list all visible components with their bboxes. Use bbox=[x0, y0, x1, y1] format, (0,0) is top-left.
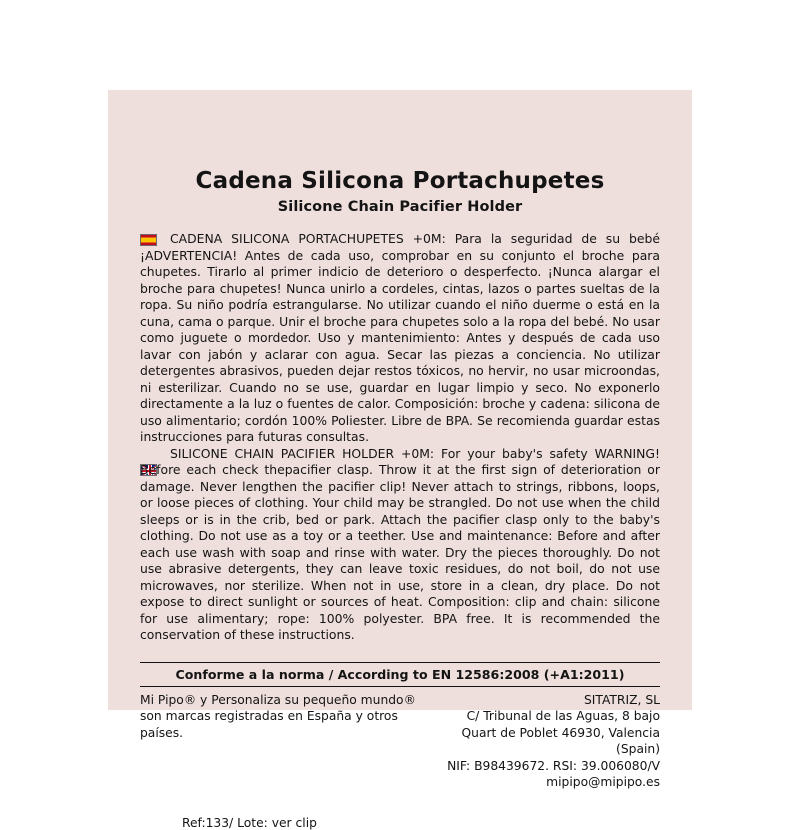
norm-compliance-text: Conforme a la norma / According to EN 12586:2008 (+A1:2011) bbox=[175, 666, 625, 682]
page-subtitle: Silicone Chain Pacifier Holder bbox=[277, 199, 523, 215]
company-nif-rsi: NIF: B98439672. RSI: 39.006080/V bbox=[447, 758, 660, 773]
company-address-line1: C/ Tribunal de las Aguas, 8 bajo bbox=[466, 709, 660, 724]
company-address-line2: Quart de Poblet 46930, Valencia (Spain) bbox=[461, 725, 660, 757]
divider-bottom bbox=[140, 686, 660, 687]
page-title: Cadena Silicona Portachupetes bbox=[195, 168, 605, 194]
product-label-sheet bbox=[108, 90, 692, 830]
company-name: SITATRIZ, SL bbox=[583, 692, 660, 707]
instructions-block bbox=[140, 231, 660, 644]
trademark-note: Mi Pipo® y Personaliza su pequeño mundo® son marcas registradas en España y otros países. bbox=[140, 692, 416, 740]
footer-columns bbox=[140, 692, 660, 792]
ref-lot-text: Ref:133/ Lote: ver clip bbox=[182, 816, 317, 830]
company-email: mipipo@mipipo.es bbox=[546, 775, 660, 790]
instructions-spanish: CADENA SILICONA PORTACHUPETES +0M: Para la seguridad de su bebé ¡ADVERTENCIA! Antes de cada uso, comprobar en su conjunto el broche para chupetes. Tirarlo al primer indicio de deterioro o desperfecto. ¡Nunca alargar el broche para chupetes! Nunca unirlo a cordeles, cintas, lazos o partes sueltas de la ropa. Su niño podría estrangularse. No utilizar cuando el niño duerme o está en la cuna, cama o parque. Unir el broche para chupetes solo a la ropa del bebé. No usar como juguete o mordedor. Uso y mantenimiento: Antes y después de cada uso lavar con jabón y aclarar con agua. Secar las piezas a conciencia. No utilizar detergentes abrasivos, pueden dejar restos tóxicos, no hervir, no usar microondas, ni esterilizar. Cuando no se use, guardar en lugar limpio y seco. No exponerlo directamente a la luz o fuentes de calor. Composición: broche y cadena: silicona de uso alimentario; cordón 100% Poliester. Libre de BPA. Se recomienda guardar estas instrucciones para futuras consultas. bbox=[140, 231, 660, 444]
norm-section bbox=[140, 662, 660, 687]
company-block bbox=[445, 692, 660, 792]
label-content bbox=[140, 90, 660, 830]
instructions-english: SILICONE CHAIN PACIFIER HOLDER +0M: For your baby's safety WARNING! Before each check thepacifier clasp. Throw it at the first sign of deterioration or damage. Never lengthen the pacifier clip! Never attach to strings, ribbons, loops, or loose pieces of clothing. Your child may be strangled. Do not use when the child sleeps or is in the crib, bed or park. Attach the pacifier clasp only to the baby's clothing. Do not use as a toy or a teether. Use and maintenance: Before and after each use wash with soap and rinse with water. Dry the pieces thoroughly. Do not use abrasive detergents, they can leave toxic residues, do not boil, do not use microwaves, nor sterilize. When not in use, store in a clean, dry place. Do not expose to direct sunlight or sources of heat. Composition: clip and chain: silicone for use alimentary; rope: 100% polyester. BPA free. It is recommended the conservation of these instructions. bbox=[140, 445, 660, 642]
